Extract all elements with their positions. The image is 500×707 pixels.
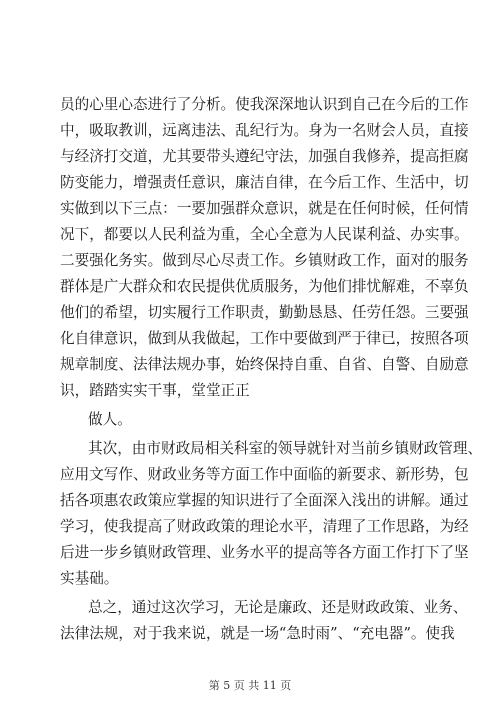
paragraph-line: 实基础。 — [60, 570, 119, 587]
paragraph-line: 况下，都要以人民利益为重，全心全意为人民谋利益、办实事。 — [60, 226, 469, 243]
paragraph-line: 员的心里心态进行了分析。使我深深地认识到自己在今后的工作 — [60, 96, 469, 113]
paragraph-line: 他们的希望，切实履行工作职责，勤勤恳恳、任劳任怨。三要强 — [60, 304, 469, 321]
paragraph-line: 做人。 — [88, 411, 132, 428]
paragraph-line: 与经济打交道，尤其要带头遵纪守法，加强自我修养，提高拒腐 — [60, 148, 469, 165]
paragraph-line: 学习，使我提高了财政政策的理论水平，清理了工作思路，为经 — [60, 518, 469, 535]
paragraph-line: 应用文写作、财政业务等方面工作中面临的新要求、新形势，包 — [60, 466, 469, 483]
paragraph-line: 后进一步乡镇财政管理、业务水平的提高等各方面工作打下了坚 — [60, 544, 469, 561]
paragraph-line: 括各项惠农政策应掌握的知识进行了全面深入浅出的讲解。通过 — [60, 492, 469, 509]
paragraph-line: 法律法规，对于我来说，就是一场“急时雨”、“充电器”。使我 — [60, 625, 455, 642]
paragraph-line: 二要强化务实。做到尽心尽责工作。乡镇财政工作，面对的服务 — [60, 252, 469, 269]
paragraph-line: 识，踏踏实实干事，堂堂正正 — [60, 382, 250, 399]
paragraph-line: 防变能力，增强责任意识，廉洁自律，在今后工作、生活中，切 — [60, 174, 469, 191]
page-number-footer: 第 5 页 共 11 页 — [208, 679, 292, 692]
paragraph-line: 其次，由市财政局相关科室的领导就针对当前乡镇财政管理、 — [88, 440, 483, 457]
paragraph-line: 规章制度、法律法规办事，始终保持自重、自省、自警、自励意 — [60, 356, 469, 373]
paragraph-line: 化自律意识，做到从我做起，工作中要做到严于律已，按照各项 — [60, 330, 469, 347]
paragraph-line: 总之，通过这次学习，无论是廉政、还是财政政策、业务、 — [88, 599, 468, 616]
paragraph-line: 中，吸取教训，远离违法、乱纪行为。身为一名财会人员，直接 — [60, 122, 469, 139]
paragraph-line: 实做到以下三点：一要加强群众意识，就是在任何时候，任何情 — [60, 200, 469, 217]
paragraph-line: 群体是广大群众和农民提供优质服务，为他们排忧解难，不辜负 — [60, 278, 469, 295]
